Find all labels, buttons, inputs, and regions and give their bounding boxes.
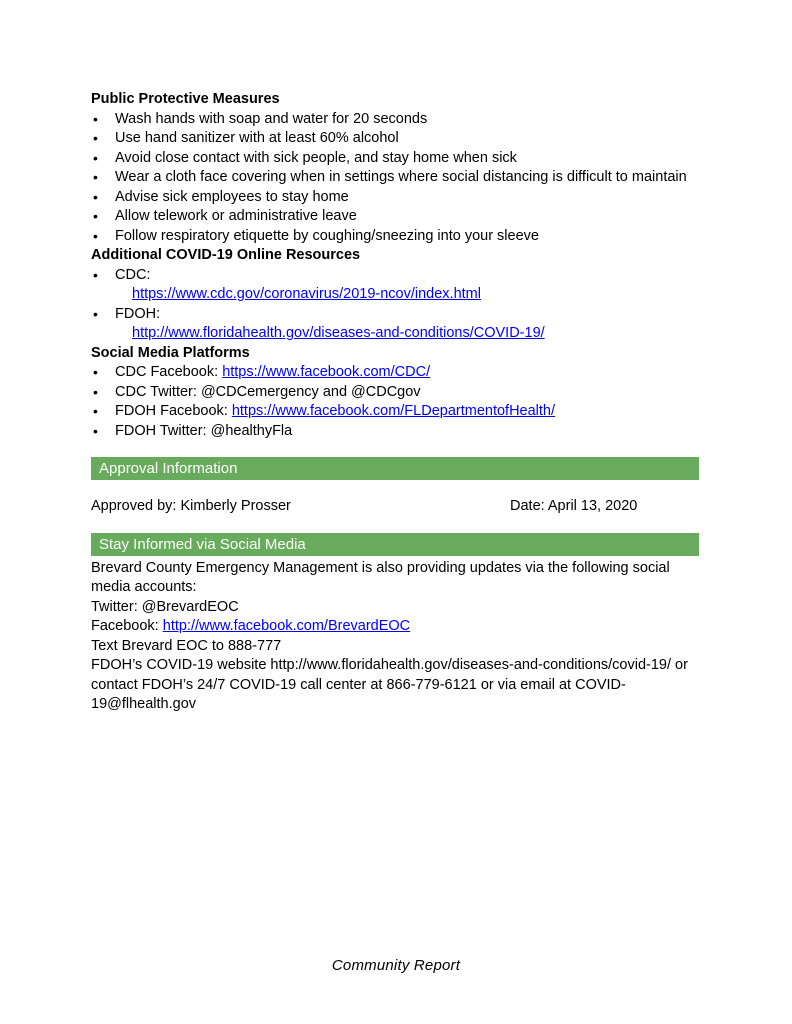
bullet-face-covering: • Wear a cloth face covering when in settings where social distancing is difficult to maintain	[91, 168, 699, 188]
bullet-wash-hands: • Wash hands with soap and water for 20 seconds	[91, 110, 699, 130]
bullet-fdoh-twitter	[91, 422, 699, 442]
bullet-telework: • Allow telework or administrative leave	[91, 207, 699, 227]
bullet-fdoh-label: • FDOH:	[91, 305, 699, 325]
banner-approval-information: Approval Information	[91, 457, 699, 480]
brevard-facebook-label: Facebook:	[91, 618, 163, 634]
cdc-facebook-label: CDC Facebook:	[115, 364, 223, 380]
bullet-fdoh-facebook	[91, 402, 699, 422]
approval-date-text: Date: April 13, 2020	[510, 498, 638, 514]
heading-social-media-platforms: Social Media Platforms	[91, 344, 250, 361]
cdc-twitter-label: CDC Twitter: @CDCemergency and @CDCgov	[115, 383, 421, 400]
stay-informed-paragraph	[91, 559, 699, 715]
bullet-advise-sick: • Advise sick employees to stay home	[91, 188, 699, 208]
fdoh-facebook-link[interactable]: https://www.facebook.com/FLDepartmentofHealth/	[231, 403, 556, 419]
heading-public-protective-measures: Public Protective Measures	[91, 91, 280, 107]
text-brevard-eoc-line: Text Brevard EOC to 888-777	[91, 637, 282, 654]
brevard-facebook-link[interactable]: http://www.facebook.com/BrevardEOC	[162, 618, 411, 634]
bullet-respiratory-etiquette: • Follow respiratory etiquette by coughing/sneezing into your sleeve	[91, 227, 699, 247]
bullet-cdc-label: • CDC:	[91, 266, 699, 286]
fdoh-twitter-label: FDOH Twitter: @healthyFla	[115, 422, 293, 439]
bullet-cdc-facebook	[91, 363, 699, 383]
bullet-hand-sanitizer: • Use hand sanitizer with at least 60% alcohol	[91, 129, 699, 149]
fdoh-contact-line: FDOH’s COVID-19 website http://www.floridahealth.gov/diseases-and-conditions/covid-19/ or contact FDOH’s 24/7 COVID-19 call center at 866-779-6121 or via email at COVID-19@flhealth.gov	[91, 657, 688, 712]
cdc-resource-link-row	[91, 285, 699, 305]
approval-row	[91, 497, 699, 517]
approved-by-text: Approved by: Kimberly Prosser	[91, 498, 291, 514]
brevard-twitter-line: Twitter: @BrevardEOC	[91, 598, 239, 615]
fdoh-resource-link-row	[91, 324, 699, 344]
fdoh-covid-link[interactable]: http://www.floridahealth.gov/diseases-and-conditions/COVID-19/	[132, 325, 545, 341]
fdoh-facebook-label: FDOH Facebook:	[115, 403, 232, 419]
document-body	[91, 90, 699, 715]
heading-online-resources: Additional COVID-19 Online Resources	[91, 247, 361, 263]
bullet-cdc-twitter	[91, 383, 699, 403]
banner-stay-informed: Stay Informed via Social Media	[91, 533, 699, 556]
stay-informed-intro: Brevard County Emergency Management is also providing updates via the following social media accounts:	[91, 559, 670, 595]
cdc-facebook-link[interactable]: https://www.facebook.com/CDC/	[222, 364, 431, 380]
cdc-coronavirus-link[interactable]: https://www.cdc.gov/coronavirus/2019-ncov/index.html	[132, 286, 481, 302]
footer-community-report: Community Report	[331, 957, 461, 974]
bullet-avoid-contact: • Avoid close contact with sick people, and stay home when sick	[91, 149, 699, 169]
